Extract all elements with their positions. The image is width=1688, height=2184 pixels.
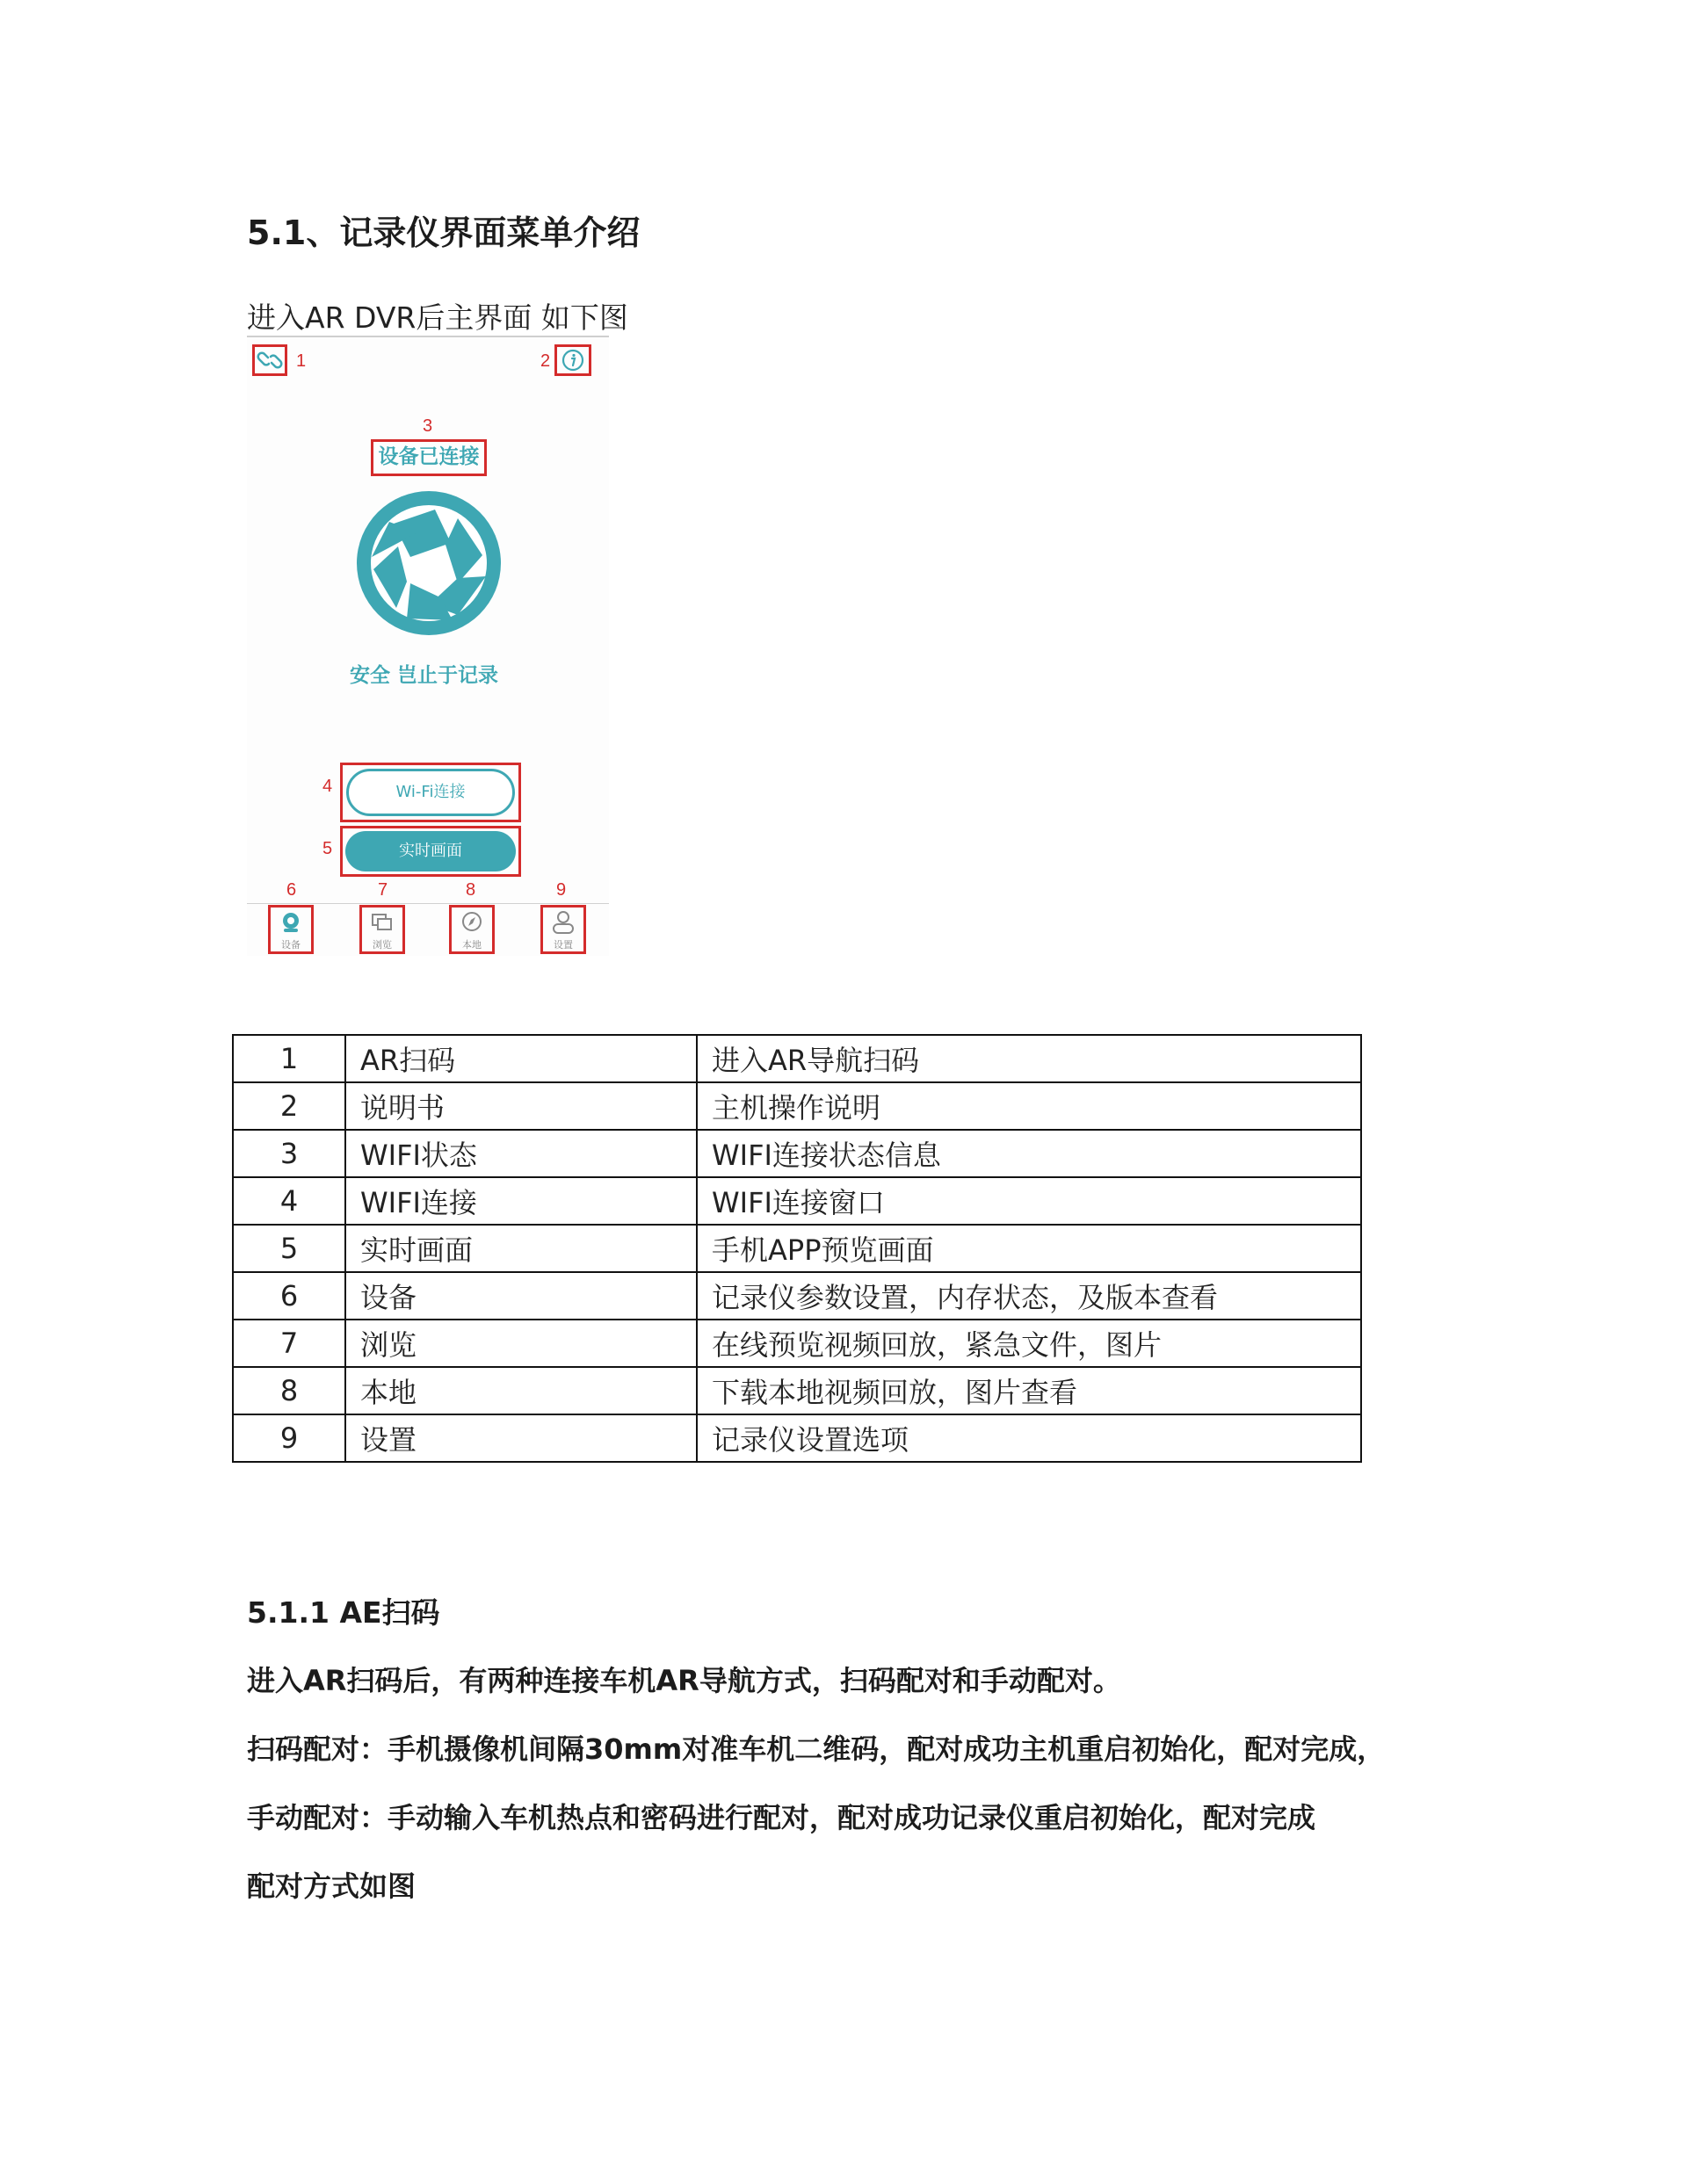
- app-screenshot: [247, 336, 609, 956]
- tab-settings[interactable]: [540, 905, 586, 954]
- table-row: [233, 1130, 1361, 1177]
- row-name: 实时画面: [345, 1225, 697, 1272]
- row-number: 2: [233, 1082, 345, 1130]
- row-name: AR扫码: [345, 1035, 697, 1082]
- marker-3: 3: [423, 416, 433, 436]
- section-paragraph: 配对方式如图: [247, 1869, 417, 1903]
- manual-button[interactable]: [554, 344, 591, 376]
- row-name: 本地: [345, 1367, 697, 1414]
- table-row: [233, 1367, 1361, 1414]
- marker-8: 8: [466, 880, 476, 900]
- section-title: 5.1.1 AE扫码: [247, 1595, 440, 1630]
- page-heading: 5.1、记录仪界面菜单介绍: [247, 213, 641, 252]
- table-row: [233, 1082, 1361, 1130]
- row-description: WIFI连接状态信息: [697, 1130, 1361, 1177]
- row-name: 说明书: [345, 1082, 697, 1130]
- menu-table: [232, 1034, 1362, 1463]
- section-paragraph: 进入AR扫码后，有两种连接车机AR导航方式，扫码配对和手动配对。: [247, 1664, 1121, 1697]
- shutter-logo-icon: [354, 488, 504, 638]
- row-description: WIFI连接窗口: [697, 1177, 1361, 1225]
- live-view-button[interactable]: 实时画面: [345, 831, 516, 871]
- marker-6: 6: [286, 880, 297, 900]
- slogan-text: 安全 岂止于记录: [350, 664, 499, 687]
- top-divider: [247, 336, 609, 337]
- table-row: [233, 1177, 1361, 1225]
- compass-icon: [452, 909, 492, 936]
- section-paragraph: 手动配对：手动输入车机热点和密码进行配对，配对成功记录仪重启初始化，配对完成: [247, 1801, 1316, 1834]
- row-description: 记录仪参数设置，内存状态，及版本查看: [697, 1272, 1361, 1320]
- row-description: 进入AR导航扫码: [697, 1035, 1361, 1082]
- row-number: 7: [233, 1320, 345, 1367]
- row-description: 主机操作说明: [697, 1082, 1361, 1130]
- marker-9: 9: [556, 880, 567, 900]
- marker-1: 1: [296, 351, 307, 371]
- row-number: 5: [233, 1225, 345, 1272]
- row-description: 下载本地视频回放，图片查看: [697, 1367, 1361, 1414]
- tab-browse[interactable]: [359, 905, 405, 954]
- row-name: 设置: [345, 1414, 697, 1462]
- tab-browse-label: 浏览: [373, 939, 392, 951]
- marker-4: 4: [322, 777, 333, 796]
- row-name: WIFI状态: [345, 1130, 697, 1177]
- row-name: 设备: [345, 1272, 697, 1320]
- row-description: 在线预览视频回放，紧急文件，图片: [697, 1320, 1361, 1367]
- wifi-status-box: [371, 439, 487, 476]
- table-row: [233, 1272, 1361, 1320]
- row-number: 4: [233, 1177, 345, 1225]
- table-row: [233, 1035, 1361, 1082]
- table-row: [233, 1225, 1361, 1272]
- tab-local[interactable]: [449, 905, 495, 954]
- tab-settings-label: 设置: [554, 939, 573, 951]
- tab-local-label: 本地: [462, 939, 482, 951]
- row-number: 8: [233, 1367, 345, 1414]
- marker-7: 7: [378, 880, 388, 900]
- marker-5: 5: [322, 839, 333, 858]
- section-paragraph: 扫码配对：手机摄像机间隔30mm对准车机二维码，配对成功主机重启初始化，配对完成，: [247, 1732, 1386, 1766]
- link-icon: [255, 347, 285, 373]
- info-icon: [557, 347, 589, 373]
- row-name: WIFI连接: [345, 1177, 697, 1225]
- row-number: 9: [233, 1414, 345, 1462]
- table-row: [233, 1414, 1361, 1462]
- row-number: 1: [233, 1035, 345, 1082]
- user-icon: [543, 909, 583, 936]
- marker-2: 2: [540, 351, 551, 371]
- tab-device-label: 设备: [281, 939, 301, 951]
- table-row: [233, 1320, 1361, 1367]
- live-view-highlight: [340, 826, 521, 877]
- intro-text: 进入AR DVR后主界面 如下图: [247, 300, 628, 335]
- tab-bar-divider: [247, 903, 609, 904]
- row-description: 手机APP预览画面: [697, 1225, 1361, 1272]
- gallery-icon: [362, 909, 402, 936]
- ar-scan-button[interactable]: [252, 344, 287, 376]
- row-name: 浏览: [345, 1320, 697, 1367]
- camera-icon: [271, 909, 311, 936]
- wifi-connect-button[interactable]: Wi-Fi连接: [346, 769, 515, 816]
- row-description: 记录仪设置选项: [697, 1414, 1361, 1462]
- wifi-connect-highlight: [340, 763, 521, 822]
- wifi-status-text: 设备已连接: [378, 445, 480, 468]
- row-number: 3: [233, 1130, 345, 1177]
- row-number: 6: [233, 1272, 345, 1320]
- tab-device[interactable]: [268, 905, 314, 954]
